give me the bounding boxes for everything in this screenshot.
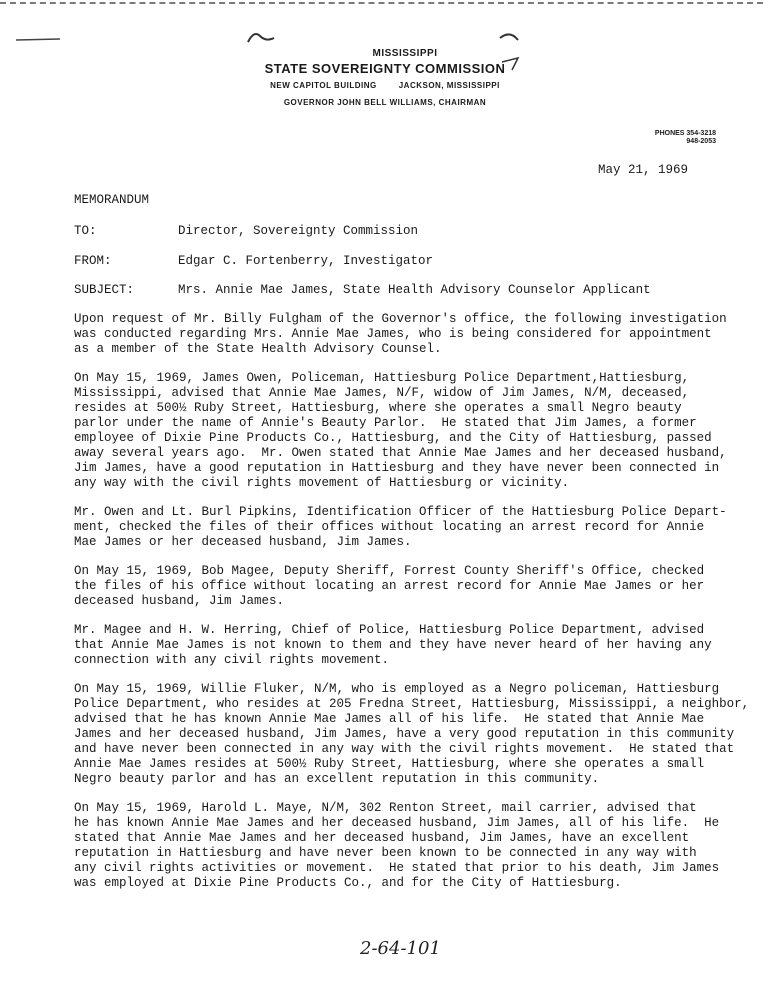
top-border-rule bbox=[0, 2, 763, 4]
seal-fragment-left bbox=[14, 34, 64, 44]
paragraph-maye: On May 15, 1969, Harold L. Maye, N/M, 302 Renton Street, mail carrier, advised that he has known Annie Mae James and her deceased husband, Jim James, all of his life. He stated that Annie Mae James and her deceased husband, Jim James, have an excellent reputation in Hattiesburg and have never been known to be connected in any way with any civil rights activities or movement. He stated that prior to his death, Jim James was employed at Dixie Pine Products Co., and for the City of Hattiesburg. bbox=[74, 801, 720, 890]
paragraph-request: Upon request of Mr. Billy Fulgham of the Governor's office, the following investigation was conducted regarding Mrs. Annie Mae James, who is being considered for appointment as a member of the State Health Advisory Counsel. bbox=[74, 312, 727, 356]
letterhead-commission: STATE SOVEREIGNTY COMMISSION bbox=[264, 61, 506, 76]
seal-fragment-center bbox=[244, 26, 284, 46]
phones-secondary: 948-2053 bbox=[686, 138, 716, 145]
memo-body bbox=[74, 312, 749, 905]
letterhead bbox=[230, 48, 540, 107]
to-label: TO: bbox=[74, 224, 97, 238]
letterhead-governor: GOVERNOR JOHN BELL WILLIAMS, CHAIRMAN bbox=[283, 98, 487, 107]
letterhead-address bbox=[230, 81, 540, 90]
memo-heading: MEMORANDUM bbox=[74, 193, 150, 207]
subject-label: SUBJECT: bbox=[74, 283, 135, 297]
memo-date: May 21, 1969 bbox=[598, 163, 689, 177]
letterhead-state: MISSISSIPPI bbox=[372, 48, 438, 59]
paragraph-sheriff-records: On May 15, 1969, Bob Magee, Deputy Sheriff, Forrest County Sheriff's Office, checked the files of his office without locating an arrest record for Annie Mae James or her deceased husband, Jim James. bbox=[74, 564, 705, 608]
letterhead-city: JACKSON, MISSISSIPPI bbox=[398, 81, 500, 90]
from-value: Edgar C. Fortenberry, Investigator bbox=[178, 254, 434, 268]
to-field bbox=[74, 224, 734, 239]
handwritten-page-number: 2-64-101 bbox=[360, 938, 441, 959]
to-value: Director, Sovereignty Commission bbox=[178, 224, 419, 238]
letterhead-phones bbox=[655, 130, 716, 146]
from-field bbox=[74, 254, 734, 269]
subject-field bbox=[74, 283, 734, 298]
paragraph-owen-interview: On May 15, 1969, James Owen, Policeman, Hattiesburg Police Department,Hattiesburg, Mississippi, advised that Annie Mae James, N/F, widow of Jim James, N/M, deceased, resides at 500½ Ruby Street, Hattiesburg, where she operates a small Negro beauty parlor under the name of Annie's Beauty Parlor. He stated that Jim James, a former employee of Dixie Pine Products Co., Hattiesburg, and the City of Hattiesburg, passed away several years ago. Mr. Owen stated that Annie Mae James and her deceased husband, Jim James, have a good reputation in Hattiesburg and they have never been connected in any way with the civil rights movement of Hattiesburg or vicinity. bbox=[74, 371, 727, 490]
letterhead-building: NEW CAPITOL BUILDING bbox=[270, 81, 377, 90]
from-label: FROM: bbox=[74, 254, 112, 268]
subject-value: Mrs. Annie Mae James, State Health Advisory Counselor Applicant bbox=[178, 283, 651, 297]
paragraph-fluker: On May 15, 1969, Willie Fluker, N/M, who is employed as a Negro policeman, Hattiesburg Police Department, who resides at 205 Fredna Street, Hattiesburg, Mississippi, a neighbor, advised that he has known Annie Mae James all of his life. He stated that Annie Mae James and her deceased husband, Jim James, have a very good reputation in this community and have never been connected in any way with the civil rights movement. He stated that Annie Mae James resides at 500½ Ruby Street, Hattiesburg, where she operates a small Negro beauty parlor and has an excellent reputation in this community. bbox=[74, 682, 750, 786]
paragraph-herring: Mr. Magee and H. W. Herring, Chief of Police, Hattiesburg Police Department, advised that Annie Mae James is not known to them and they have never heard of her having any connection with any civil rights movement. bbox=[74, 623, 712, 667]
paragraph-police-records: Mr. Owen and Lt. Burl Pipkins, Identification Officer of the Hattiesburg Police Depart- ment, checked the files of their offices without locating an arrest record for Annie Mae James or her deceased husband, Jim James. bbox=[74, 505, 727, 549]
phones-primary: PHONES 354-3218 bbox=[654, 130, 716, 137]
